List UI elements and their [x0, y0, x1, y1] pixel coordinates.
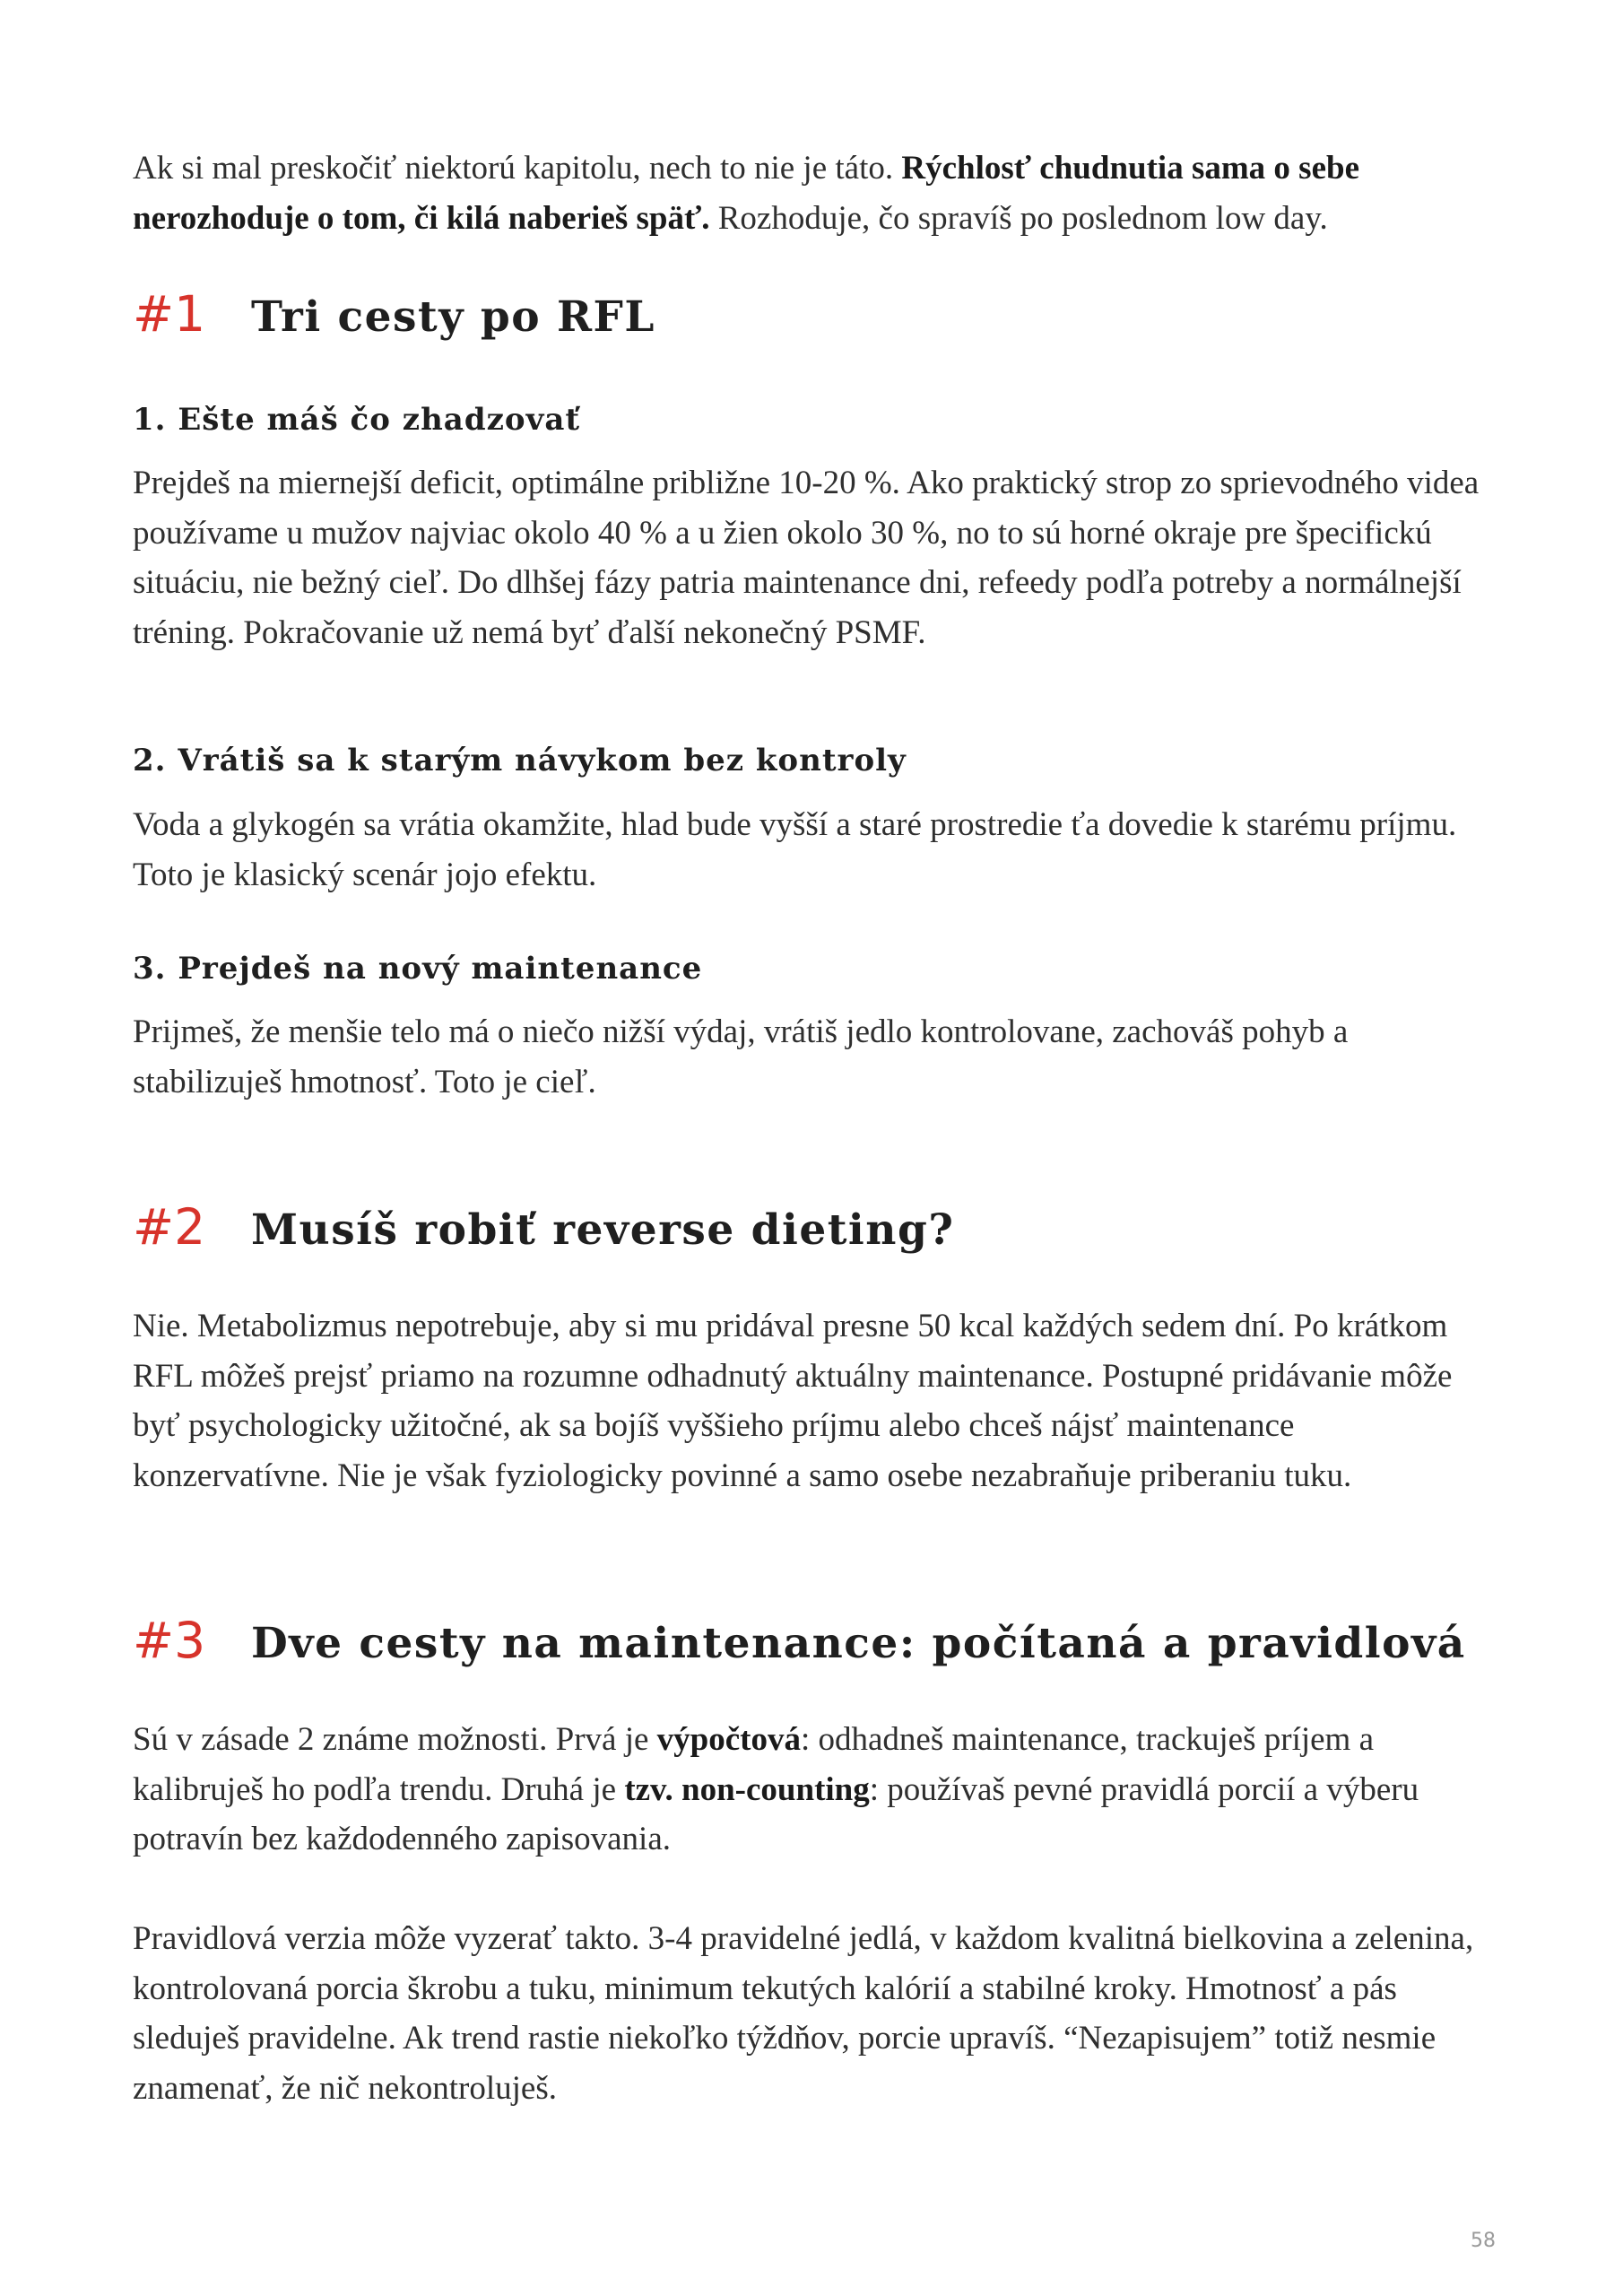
s3-text-2: : odhadneš maintenance, trackuješ príjem a kalibruješ ho podľa trendu. Druhá je [133, 1721, 1375, 1808]
s3-bold-2: tzv. non-counting [624, 1770, 870, 1808]
section-2-body: Nie. Metabolizmus nepotrebuje, aby si mu pridával presne 50 kcal každých sedem dní. Po krátkom RFL môžeš prejsť priamo na rozumne odhadnutý aktuálny maintenance. Postupné pridávanie môže byť psychologicky užitočné, ak sa bojíš vyššieho príjmu alebo chceš nájsť maintenance konzervatívne. Nie je však fyziologicky povinné a samo osebe nezabraňuje priberaniu tuku. [133, 1308, 1453, 1494]
section-2-title: Musíš robiť reverse dieting? [251, 1205, 955, 1255]
s3-text-1: Sú v zásade 2 známe možnosti. Prvá je [133, 1721, 657, 1758]
subsection-3-body: Prijmeš, že menšie telo má o niečo nižší výdaj, vrátiš jedlo kontrolovane, zachováš pohyb a stabilizuješ hmotnosť. Toto je cieľ. [133, 1013, 1349, 1100]
section-3-paragraph-1 [133, 1715, 1496, 1865]
section-3-heading [133, 1612, 1466, 1683]
subsection-2-body: Voda a glykogén sa vrátia okamžite, hlad bude vyšší a staré prostredie ťa dovedie k starému príjmu. Toto je klasický scenár jojo efektu. [133, 806, 1457, 893]
intro-text-1: Ak si mal preskočiť niektorú kapitolu, nech to nie je táto. [133, 150, 902, 187]
section-2-number: #2 [133, 1198, 206, 1256]
section-1-title: Tri cesty po RFL [251, 292, 655, 342]
section-2-heading [133, 1198, 954, 1270]
subheading-2: 2. Vrátiš sa k starým návykom bez kontroly [133, 743, 907, 778]
section-1-heading [133, 285, 655, 357]
section-1-number: #1 [133, 285, 206, 343]
subheading-1: 1. Ešte máš čo zhadzovať [133, 402, 581, 438]
intro-bold: Rýchlosť chudnutia sama o sebe nerozhoduje o tom, či kilá naberieš späť. [133, 150, 1359, 237]
s3-text-3: : používaš pevné pravidlá porcií a výberu potravín bez každodenného zapisovania. [133, 1770, 1419, 1857]
section-3-paragraph-2: Pravidlová verzia môže vyzerať takto. 3-4 pravidelné jedlá, v každom kvalitná bielkovina a zelenina, kontrolovaná porcia škrobu a tuku, minimum tekutých kalórií a stabilné kroky. Hmotnosť a pás sleduješ pravidelne. Ak trend rastie niekoľko týždňov, porcie upravíš. “Nezapisujem” totiž nesmie znamenať, že nič nekontroluješ. [133, 1920, 1474, 2107]
page-number: 58 [1471, 2230, 1496, 2252]
section-3-number: #3 [133, 1612, 206, 1669]
subsection-1-body: Prejdeš na miernejší deficit, optimálne približne 10-20 %. Ako praktický strop zo sprievodného videa používame u mužov najviac okolo 40 % a u žien okolo 30 %, no to sú horné okraje pre špecifickú situáciu, nie bežný cieľ. Do dlhšej fázy patria maintenance dni, refeedy podľa potreby a normálnejší tréning. Pokračovanie už nemá byť ďalší nekonečný PSMF. [133, 465, 1480, 651]
subheading-3: 3. Prejdeš na nový maintenance [133, 951, 703, 987]
section-3-title: Dve cesty na maintenance: počítaná a pravidlová [251, 1619, 1466, 1668]
intro-paragraph [133, 144, 1496, 243]
s3-bold-1: výpočtová [656, 1721, 801, 1758]
intro-text-2: Rozhoduje, čo spravíš po poslednom low day. [709, 199, 1328, 237]
